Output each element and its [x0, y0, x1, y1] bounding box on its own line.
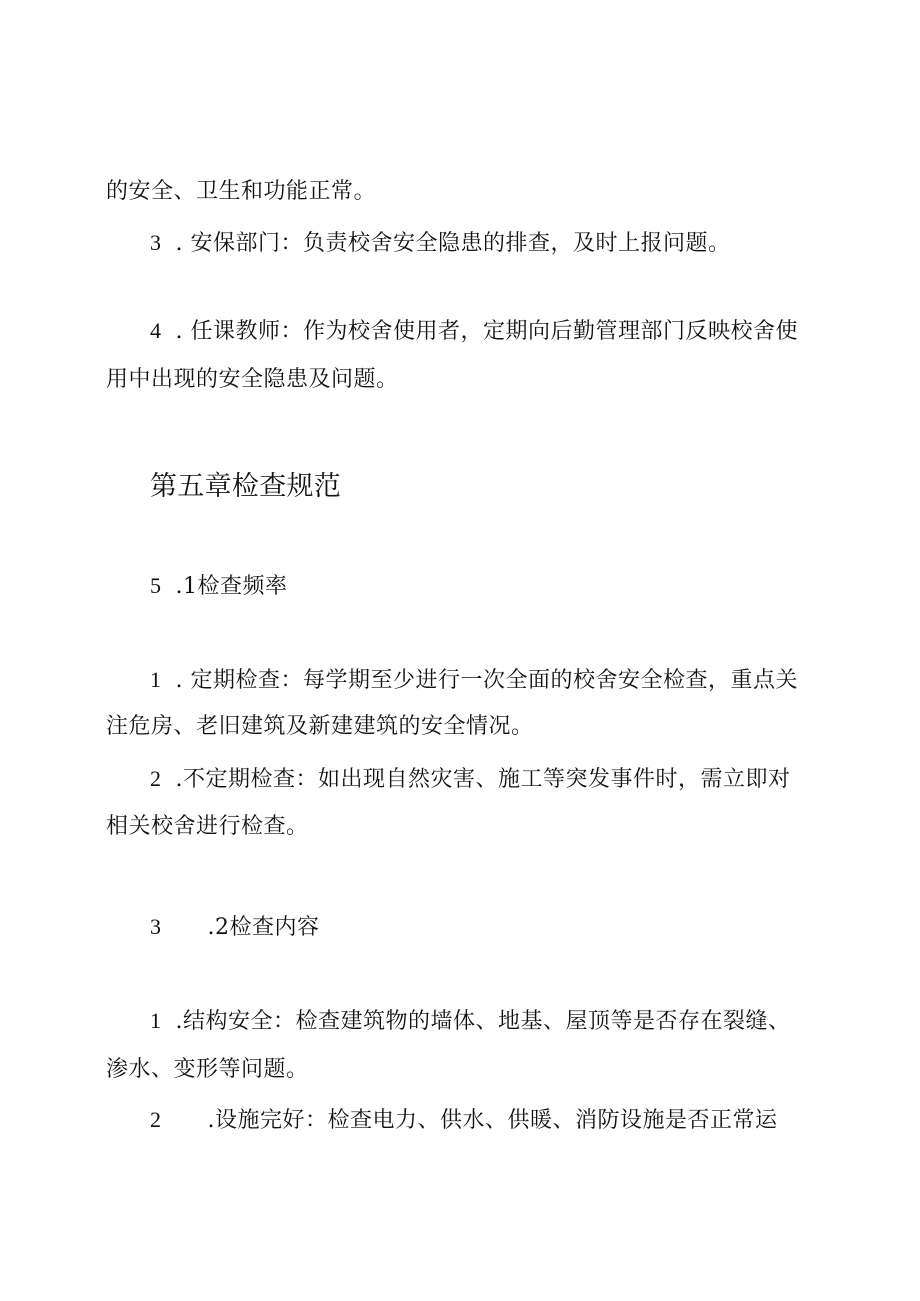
paragraph-line: [106, 177, 376, 207]
list-item-1: [150, 665, 798, 696]
item-text: .结构安全：检查建筑物的墙体、地基、屋顶等是否存在裂缝、: [175, 1009, 791, 1034]
text: 注危房、老旧建筑及新建建筑的安全情况。: [106, 714, 534, 739]
item-number: 2: [150, 766, 162, 791]
item-text: . 安保部门：负责校舍安全隐患的排查，及时上报问题。: [175, 231, 731, 256]
paragraph-line: [106, 712, 534, 742]
section-number: 5: [150, 573, 162, 598]
list-item-4: [150, 316, 798, 347]
section-heading: [150, 912, 320, 943]
paragraph-line: [106, 812, 309, 842]
section-title: .1检查频率: [175, 574, 288, 599]
text: 相关校舍进行检查。: [106, 814, 309, 839]
list-item-3: [150, 228, 731, 259]
section-number: 3: [150, 914, 162, 939]
text: 的安全、卫生和功能正常。: [106, 179, 377, 204]
item-text: . 定期检查：每学期至少进行一次全面的校舍安全检查，重点关: [175, 668, 798, 693]
list-item-2: [150, 764, 791, 795]
item-text: .设施完好：检查电力、供水、供暖、消防设施是否正常运: [207, 1108, 778, 1133]
item-text: . 任课教师：作为校舍使用者，定期向后勤管理部门反映校舍使: [175, 319, 798, 344]
list-item-1: [150, 1006, 791, 1037]
item-number: 1: [150, 667, 162, 692]
paragraph-line: [106, 365, 399, 395]
paragraph-line: [106, 1055, 309, 1085]
item-number: 1: [150, 1008, 162, 1033]
text: 用中出现的安全隐患及问题。: [106, 367, 399, 392]
item-number: 3: [150, 230, 162, 255]
text: 渗水、变形等问题。: [106, 1057, 309, 1082]
chapter-title: 第五章检查规范: [150, 471, 342, 502]
list-item-2: [150, 1105, 778, 1136]
item-number: 2: [150, 1107, 162, 1132]
item-number: 4: [150, 318, 162, 343]
section-title: .2检查内容: [207, 915, 320, 940]
section-heading: [150, 571, 288, 602]
chapter-heading: [150, 469, 341, 505]
item-text: .不定期检查：如出现自然灾害、施工等突发事件时，需立即对: [175, 767, 791, 792]
